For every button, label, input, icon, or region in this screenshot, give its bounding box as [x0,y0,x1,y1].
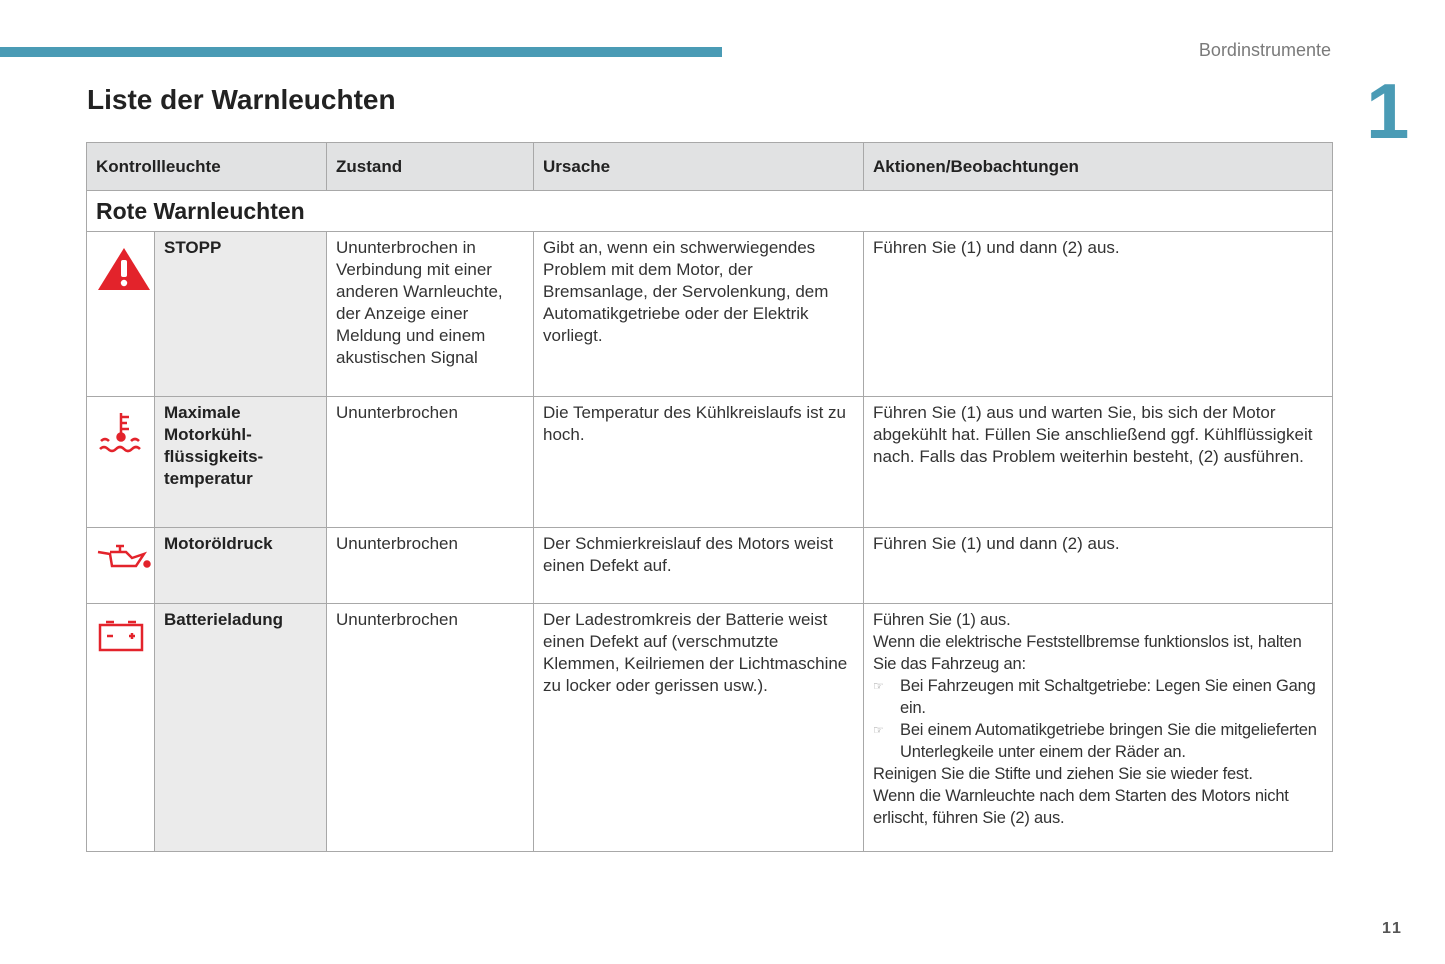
coolant-temperature-icon [97,411,145,455]
pointing-hand-icon: ☞ [873,679,884,693]
cause: Gibt an, wenn ein schwerwiegendes Problem mit dem Motor, der Bremsanlage, der Servolenkung, dem Automatikgetriebe oder der Elektrik vorliegt. [534,232,864,397]
state: Ununterbrochen in Verbindung mit einer anderen Warnleuchte, der Anzeige einer Meldung und einem akustischen Signal [327,232,534,397]
action: Führen Sie (1) und dann (2) aus. [864,528,1333,604]
icon-cell [87,232,155,397]
action [864,604,1333,852]
bullet-text: Bei Fahrzeugen mit Schaltgetriebe: Legen Sie einen Gang ein. [900,677,1316,717]
column-header: Aktionen/Beobachtungen [864,143,1333,191]
cause: Der Schmierkreislauf des Motors weist einen Defekt auf. [534,528,864,604]
column-header: Ursache [534,143,864,191]
battery-icon [97,618,145,652]
oil-pressure-icon [96,542,152,572]
section-heading: Rote Warnleuchten [87,191,1333,232]
bullet-text: Bei einem Automatikgetriebe bringen Sie die mitgelieferten Unterlegkeile unter einem der Räder an. [900,721,1317,761]
light-name: Maximale Motorkühl-flüssigkeits-temperatur [155,397,327,528]
light-name: Motoröldruck [155,528,327,604]
state: Ununterbrochen [327,604,534,852]
section-label: Bordinstrumente [1198,40,1331,60]
bullet-item [873,719,1323,763]
page-number: 11 [1382,920,1403,937]
column-header: Zustand [327,143,534,191]
action: Führen Sie (1) aus und warten Sie, bis sich der Motor abgekühlt hat. Füllen Sie anschließend ggf. Kühlflüssigkeit nach. Falls das Problem weiterhin besteht, (2) ausführen. [864,397,1333,528]
cause: Die Temperatur des Kühlkreislaufs ist zu hoch. [534,397,864,528]
action-line: Führen Sie (1) aus. [873,611,1011,629]
action-line: Wenn die Warnleuchte nach dem Starten des Motors nicht erlischt, führen Sie (2) aus. [873,787,1289,827]
state: Ununterbrochen [327,397,534,528]
table-row [87,397,1333,528]
table-row [87,528,1333,604]
table-row [87,232,1333,397]
icon-cell [87,604,155,852]
page-title: Liste der Warnleuchten [87,84,396,115]
action-line: Wenn die elektrische Feststellbremse funktionslos ist, halten Sie das Fahrzeug an: [873,633,1302,673]
light-name: STOPP [155,232,327,397]
action-line: Reinigen Sie die Stifte und ziehen Sie sie wieder fest. [873,765,1253,783]
light-name: Batterieladung [155,604,327,852]
cause: Der Ladestromkreis der Batterie weist einen Defekt auf (verschmutzte Klemmen, Keilriemen der Lichtmaschine zu locker oder gerissen usw.). [534,604,864,852]
pointing-hand-icon: ☞ [873,723,884,737]
table-header-row [87,143,1333,191]
chapter-number: 1 [1366,67,1410,155]
warning-triangle-icon [96,246,152,292]
action: Führen Sie (1) und dann (2) aus. [864,232,1333,397]
header-accent-bar [0,47,722,57]
table-row [87,604,1333,852]
column-header: Kontrollleuchte [87,143,327,191]
icon-cell [87,397,155,528]
section-row [87,191,1333,232]
warning-lights-table [86,142,1333,852]
state: Ununterbrochen [327,528,534,604]
icon-cell [87,528,155,604]
bullet-item [873,675,1323,719]
